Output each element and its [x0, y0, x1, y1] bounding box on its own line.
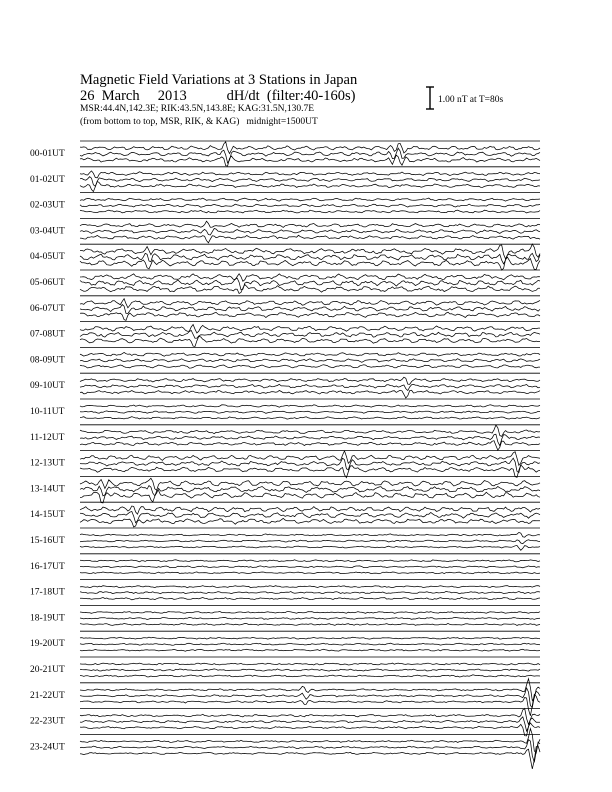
trace-kag: [80, 586, 540, 588]
trace-rik: [80, 411, 540, 413]
trace-msr: [80, 235, 540, 243]
row-07-08UT: [30, 322, 540, 347]
row-label: 18-19UT: [30, 613, 65, 624]
trace-msr: [80, 723, 540, 736]
row-10-11UT: [30, 399, 540, 419]
trace-rik: [80, 740, 540, 763]
trace-msr: [80, 365, 540, 368]
trace-kag: [80, 221, 540, 227]
row-12-13UT: [30, 451, 540, 478]
trace-msr: [80, 210, 540, 213]
trace-kag: [80, 142, 540, 154]
trace-kag: [80, 405, 540, 407]
trace-kag: [80, 612, 540, 614]
trace-rik: [80, 566, 540, 568]
trace-msr: [80, 572, 540, 574]
row-label: 14-15UT: [30, 510, 65, 521]
trace-rik: [80, 591, 540, 593]
trace-msr: [80, 465, 540, 478]
trace-msr: [80, 417, 540, 419]
row-label: 09-10UT: [30, 381, 65, 392]
trace-kag: [80, 478, 540, 490]
row-label: 12-13UT: [30, 458, 65, 469]
trace-msr: [80, 441, 540, 450]
trace-msr: [80, 694, 540, 716]
row-00-01UT: [30, 141, 540, 166]
row-21-22UT: [30, 679, 540, 716]
trace-kag: [80, 274, 540, 282]
row-09-10UT: [30, 373, 540, 398]
row-label: 21-22UT: [30, 690, 65, 701]
trace-rik: [80, 717, 540, 731]
trace-msr: [80, 746, 540, 769]
trace-kag: [80, 663, 540, 665]
row-label: 08-09UT: [30, 355, 65, 366]
chart-title: Magnetic Field Variations at 3 Stations in Japan: [80, 72, 358, 88]
trace-kag: [80, 532, 540, 537]
row-15-16UT: [30, 528, 540, 550]
row-18-19UT: [30, 605, 540, 625]
row-label: 01-02UT: [30, 174, 65, 185]
row-01-02UT: [30, 167, 540, 192]
trace-rik: [80, 384, 540, 390]
trace-msr: [80, 390, 540, 398]
row-label: 10-11UT: [30, 407, 65, 417]
trace-msr: [80, 675, 540, 677]
row-label: 13-14UT: [30, 484, 65, 495]
trace-rik: [80, 305, 540, 314]
row-11-12UT: [30, 425, 540, 450]
trace-kag: [80, 425, 540, 436]
row-label: 19-20UT: [30, 639, 65, 650]
row-label: 05-06UT: [30, 278, 65, 288]
row-22-23UT: [30, 708, 540, 736]
row-19-20UT: [30, 631, 540, 651]
row-label: 23-24UT: [30, 742, 65, 753]
row-06-07UT: [30, 296, 540, 321]
trace-rik: [80, 359, 540, 363]
row-label: 07-08UT: [30, 329, 65, 340]
order-note: (from bottom to top, MSR, RIK, & KAG) midnight=1500UT: [80, 117, 318, 127]
trace-rik: [80, 229, 540, 236]
trace-kag: [80, 637, 540, 639]
row-14-15UT: [30, 502, 540, 527]
row-02-03UT: [30, 193, 540, 213]
trace-kag: [80, 171, 540, 178]
row-20-21UT: [30, 657, 540, 677]
trace-kag: [80, 352, 540, 356]
scale-label: 1.00 nT at T=80s: [438, 95, 504, 105]
trace-msr: [80, 649, 540, 651]
trace-msr: [80, 285, 540, 294]
row-label: 16-17UT: [30, 561, 65, 572]
trace-msr: [80, 518, 540, 527]
row-label: 20-21UT: [30, 665, 65, 675]
row-label: 03-04UT: [30, 226, 65, 237]
row-04-05UT: [30, 244, 540, 270]
row-23-24UT: [30, 729, 540, 769]
trace-rik: [80, 617, 540, 619]
stations-line: MSR:44.4N,142.3E; RIK:43.5N,143.8E; KAG:31.5N,130.7E: [80, 104, 315, 114]
trace-kag: [80, 560, 540, 562]
row-label: 00-01UT: [30, 149, 65, 159]
quantity-label: dH/dt (filter:40-160s): [226, 88, 356, 104]
trace-kag: [80, 708, 540, 724]
trace-rik: [80, 643, 540, 645]
trace-kag: [80, 729, 540, 754]
row-label: 11-12UT: [30, 432, 65, 443]
trace-rik: [80, 330, 540, 338]
row-label: 17-18UT: [30, 587, 65, 598]
row-17-18UT: [30, 580, 540, 600]
trace-msr: [80, 491, 540, 503]
trace-kag: [80, 299, 540, 308]
trace-kag: [80, 679, 540, 701]
row-03-04UT: [30, 218, 540, 242]
trace-msr: [80, 155, 540, 166]
row-13-14UT: [30, 476, 540, 503]
row-label: 15-16UT: [30, 536, 65, 546]
date-label: 26 March 2013: [80, 88, 187, 104]
trace-kag: [80, 377, 540, 384]
trace-msr: [80, 546, 540, 551]
trace-msr: [80, 312, 540, 320]
trace-rik: [80, 540, 540, 544]
trace-msr: [80, 181, 540, 191]
trace-msr: [80, 336, 540, 346]
row-label: 06-07UT: [30, 303, 65, 314]
trace-msr: [80, 623, 540, 625]
row-label: 22-23UT: [30, 716, 65, 727]
row-05-06UT: [30, 270, 540, 294]
row-08-09UT: [30, 347, 540, 368]
trace-rik: [80, 204, 540, 207]
trace-msr: [80, 597, 540, 599]
trace-kag: [80, 325, 540, 334]
row-label: 02-03UT: [30, 200, 65, 211]
row-16-17UT: [30, 554, 540, 574]
trace-kag: [80, 198, 540, 201]
trace-rik: [80, 669, 540, 671]
row-label: 04-05UT: [30, 252, 65, 263]
